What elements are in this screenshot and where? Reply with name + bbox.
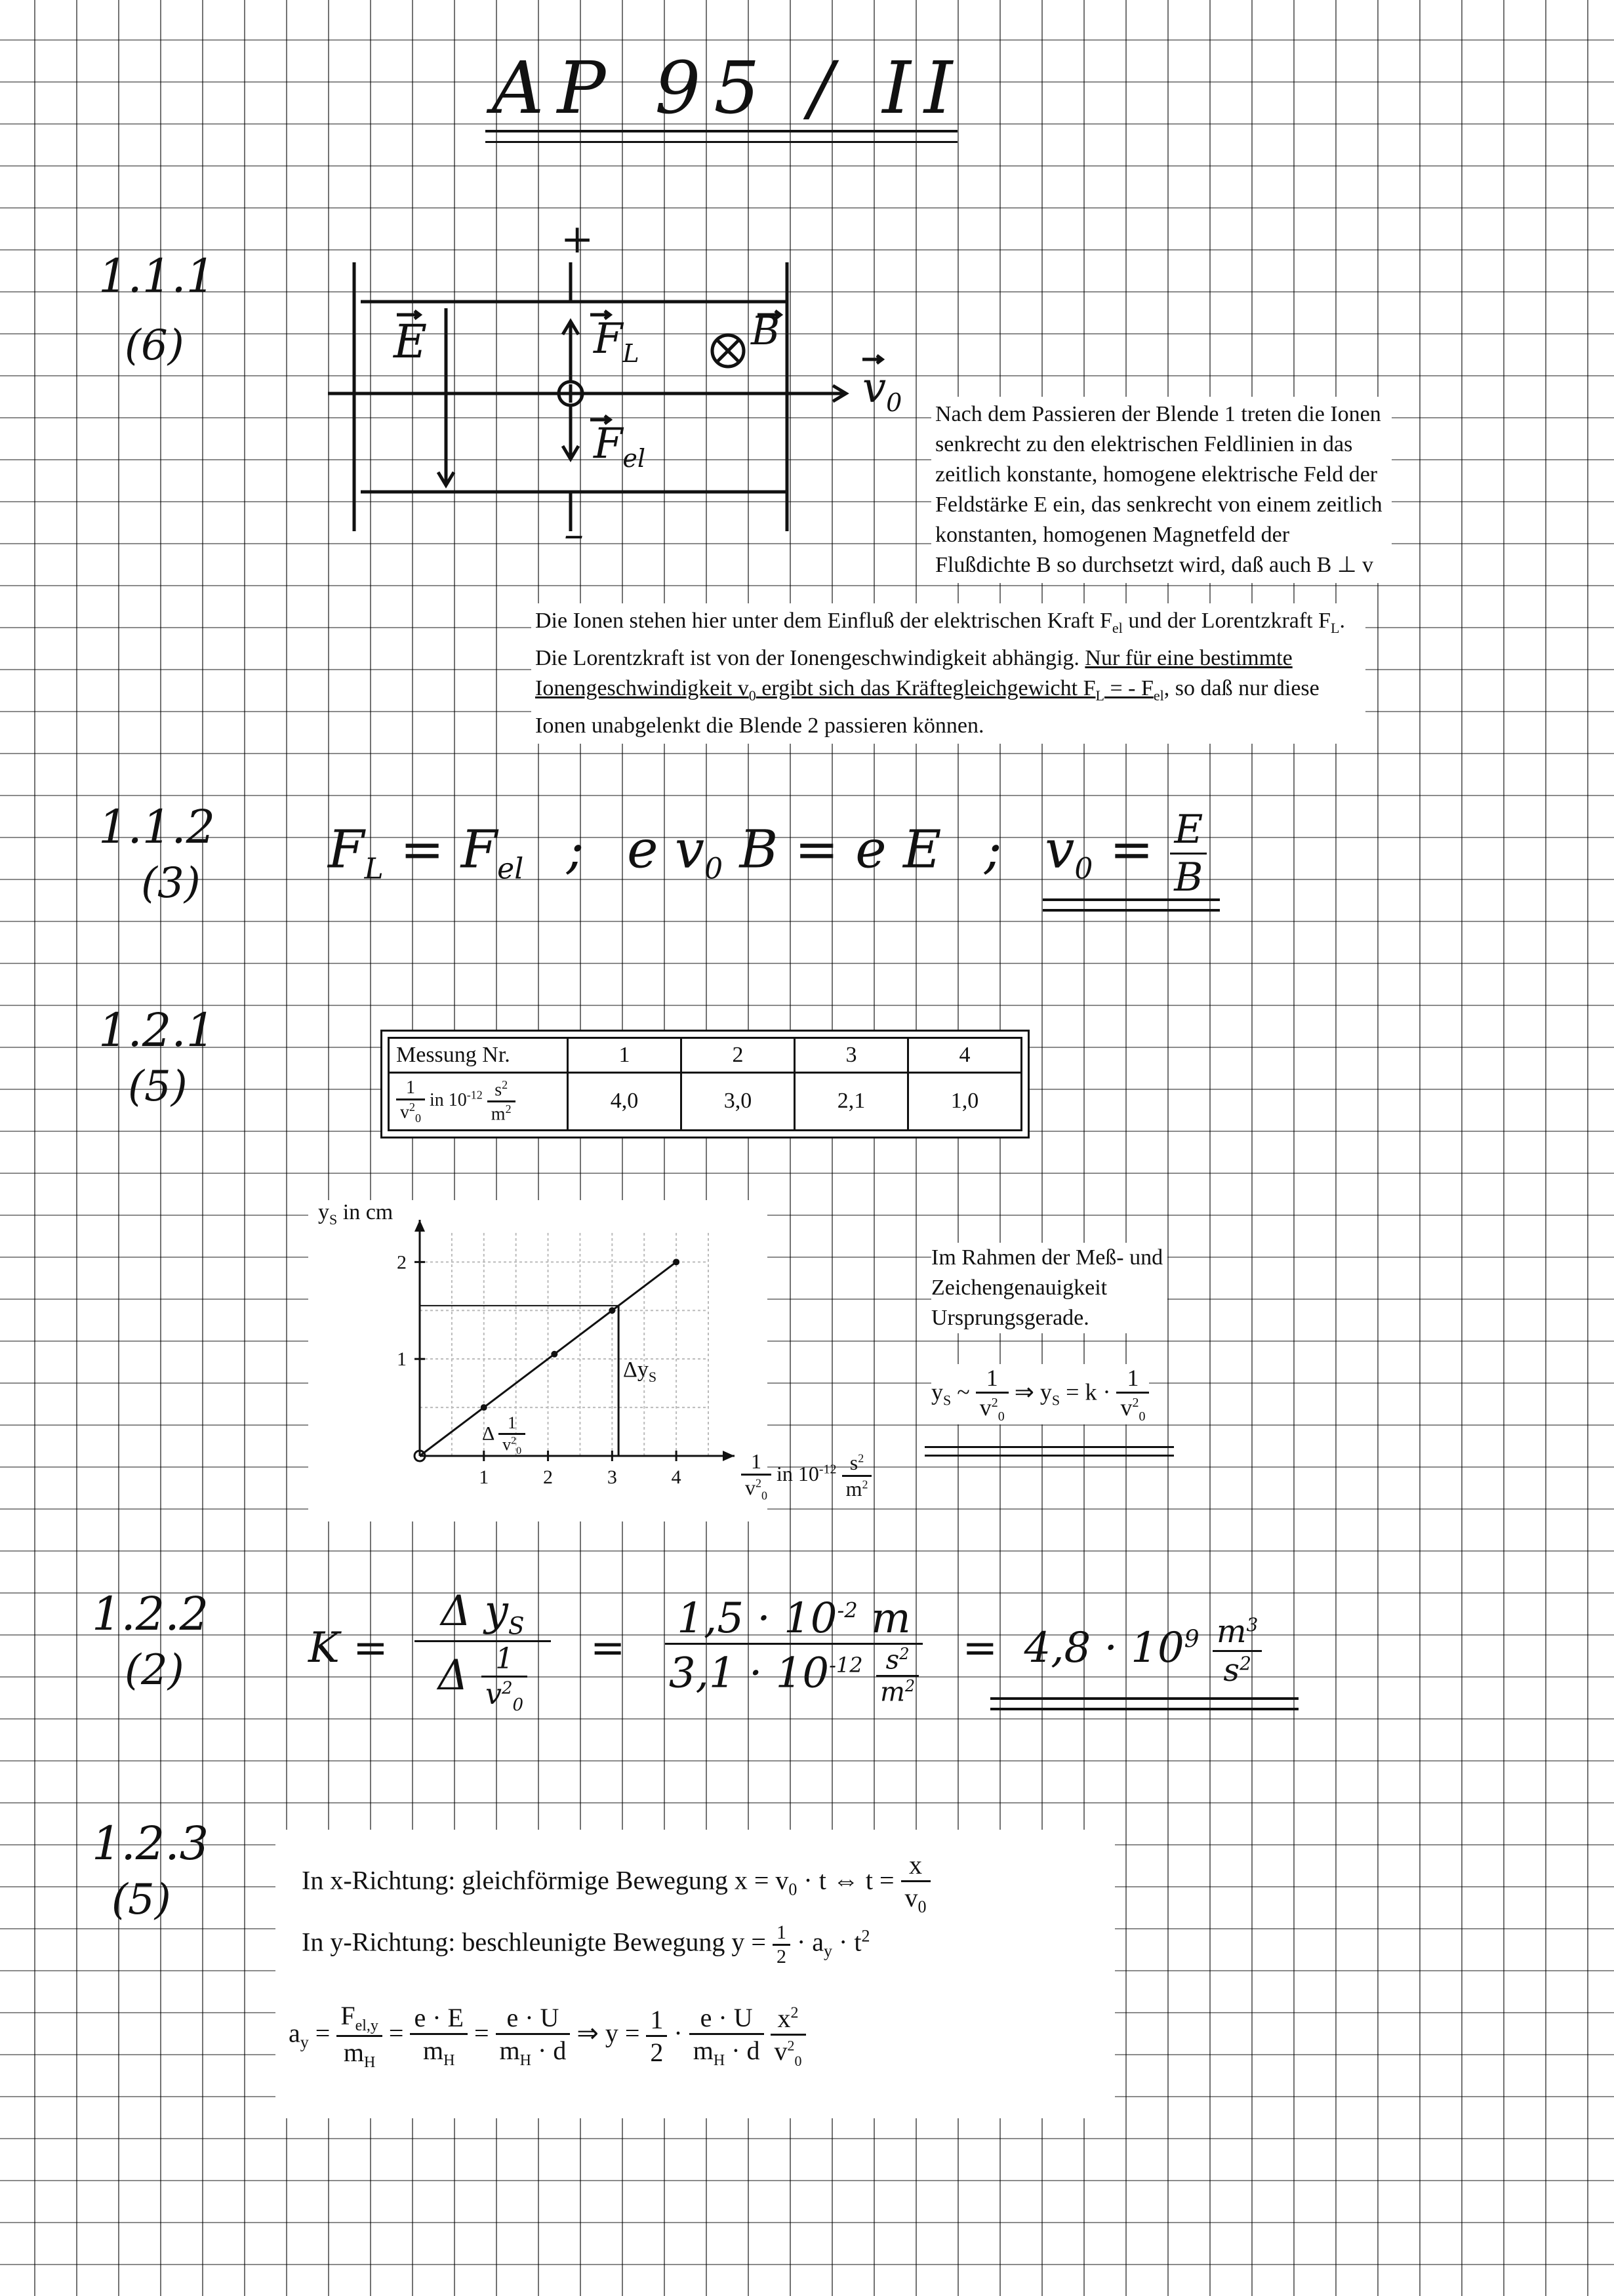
b-field-label: B	[751, 308, 780, 354]
y-axis-arrow	[414, 1220, 425, 1232]
x-tick-label: 4	[671, 1466, 681, 1488]
note-underline	[925, 1446, 1174, 1448]
x-tick-label: 3	[607, 1466, 617, 1488]
table-header-row	[389, 1038, 1022, 1073]
x-tick-label: 2	[543, 1466, 554, 1488]
section-number-1-1-2: 1.1.2	[98, 800, 216, 854]
page-title: AP 95 / II	[492, 46, 966, 130]
y-tick-label: 2	[397, 1251, 407, 1274]
data-point	[673, 1259, 679, 1265]
text-block-1-1-1-a: Nach dem Passieren der Blende 1 treten die Ionen senkrecht zu den elektrischen Feldlinien in das zeitlich konstante, homogene elektrische Feld der Feldstärke E ein, das senkrecht von einem zeitlich konstanten, homogenen Magnetfeld der Flußdichte B so durchsetzt wird, daß auch B ⊥ v	[931, 397, 1392, 583]
table-cell-4: 1,0	[908, 1073, 1022, 1131]
section-points-1-2-3: (5)	[111, 1876, 171, 1924]
section-points-1-2-1: (5)	[128, 1062, 188, 1111]
result-underline-1-2-2b	[990, 1708, 1299, 1710]
x-axis-arrow	[723, 1451, 735, 1461]
proportionality-formula: $y_S$ ~ $\frac{1}{v^2_0}$ ⇒ $y_S = k$ · $\frac{1}{v^2_0}$	[931, 1364, 1149, 1424]
equation-1-2-2: K = Δ $y_S$ Δ $\frac{1}{v^2_0}$ = $1,5 \cdot 10^{-2}$ m $3,1 \cdot 10^{-12}$ $\frac{s^2}{m^2}$ = $4,8 \cdot 10^9$ $\frac{m^3}{s^2}$	[308, 1587, 1262, 1715]
table-header-label: Messung Nr.	[389, 1038, 568, 1073]
section-points-1-2-2: (2)	[125, 1646, 184, 1695]
measurement-table-wrapper	[380, 1030, 1030, 1138]
y-axis-label: $y_S$ in cm	[318, 1200, 393, 1228]
x-tick-label: 1	[479, 1466, 489, 1488]
table-header-col-2: 2	[681, 1038, 795, 1073]
section-number-1-1-1: 1.1.1	[98, 249, 216, 303]
table-header-col-1: 1	[568, 1038, 681, 1073]
y-direction-line: In y-Richtung: beschleunigte Bewegung y = $\frac{1}{2}$ · $a_y \cdot t^2$	[302, 1922, 870, 1967]
x-axis-label: $\frac{1}{v^2_0}$ in $10^{-12}$ $\frac{s^2}{m^2}$	[741, 1449, 872, 1502]
note-underline-2	[925, 1455, 1174, 1457]
section-points-1-1-1: (6)	[125, 321, 184, 370]
title-underline-2	[485, 141, 958, 143]
result-underline-1-1-2b	[1043, 909, 1220, 912]
table-cell-2: 3,0	[681, 1073, 795, 1131]
result-underline-1-1-2	[1043, 898, 1220, 901]
text-block-1-2-3	[275, 1830, 1115, 2118]
x-direction-line: In x-Richtung: gleichförmige Bewegung $x = v_0 \cdot t$ ⇔ t = $\frac{x}{v_0}$	[302, 1849, 931, 1917]
data-point	[481, 1404, 487, 1411]
electric-force-label: $F_{el}$	[594, 420, 646, 473]
minus-terminal: –	[564, 512, 584, 557]
section-number-1-2-3: 1.2.3	[92, 1817, 209, 1870]
table-row	[389, 1073, 1022, 1131]
measurement-table	[388, 1037, 1022, 1131]
ys-chart	[308, 1200, 767, 1521]
table-row-label: $\frac{1}{v^2_0}$ in $10^{-12}$ $\frac{s^2}{m^2}$	[389, 1073, 568, 1131]
delta-x-label: Δ $\frac{1}{v^2_0}$	[482, 1413, 525, 1457]
section-number-1-2-1: 1.2.1	[98, 1003, 216, 1057]
text-block-1-1-1-b: Die Ionen stehen hier unter dem Einfluß der elektrischen Kraft $F_{el}$ und der Lorentzkraft $F_L$. Die Lorentzkraft ist von der Ionengeschwindigkeit abhängig. Nur für eine bestimmte Ionengeschwindigkeit $v_0$ ergibt sich das Kräftegleichgewicht $F_L$ = - $F_{el}$, so daß nur diese Ionen unabgelenkt die Blende 2 passieren können.	[531, 603, 1365, 744]
table-cell-3: 2,1	[795, 1073, 908, 1131]
table-header-col-3: 3	[795, 1038, 908, 1073]
e-field-label: E	[393, 315, 428, 369]
table-cell-1: 4,0	[568, 1073, 681, 1131]
y-tick-label: 1	[397, 1348, 407, 1371]
section-points-1-1-2: (3)	[141, 859, 201, 908]
equation-1-1-2: $F_L = F_{el}$ ; e $v_0$ B = e E ; $v_0$ = $\frac{E}{B}$	[328, 807, 1207, 900]
title-underline	[485, 130, 958, 132]
plus-terminal: +	[561, 216, 594, 262]
data-point	[609, 1307, 615, 1314]
velocity-label: $v_0$	[862, 364, 902, 417]
section-number-1-2-2: 1.2.2	[92, 1587, 209, 1641]
result-underline-1-2-2	[990, 1697, 1299, 1700]
lorentz-force-label: $F_L$	[594, 315, 639, 368]
delta-y-label: $\Delta y_S$	[623, 1358, 657, 1385]
table-header-col-4: 4	[908, 1038, 1022, 1073]
acceleration-formula: $a_y$ = $\frac{F_{el,y}}{m_H}$ = $\frac{e \cdot E}{m_H}$ = $\frac{e \cdot U}{m_H \cdot d}$ ⇒ y = $\frac{1}{2}$ · $\frac{e \cdot U}{m_H \cdot d}$ $\frac{x^2}{v^2_0}$	[289, 2000, 806, 2072]
note-ursprungsgerade: Im Rahmen der Meß- und Zeichengenauigkeit Ursprungsgerade.	[931, 1243, 1167, 1333]
data-point	[551, 1351, 557, 1358]
